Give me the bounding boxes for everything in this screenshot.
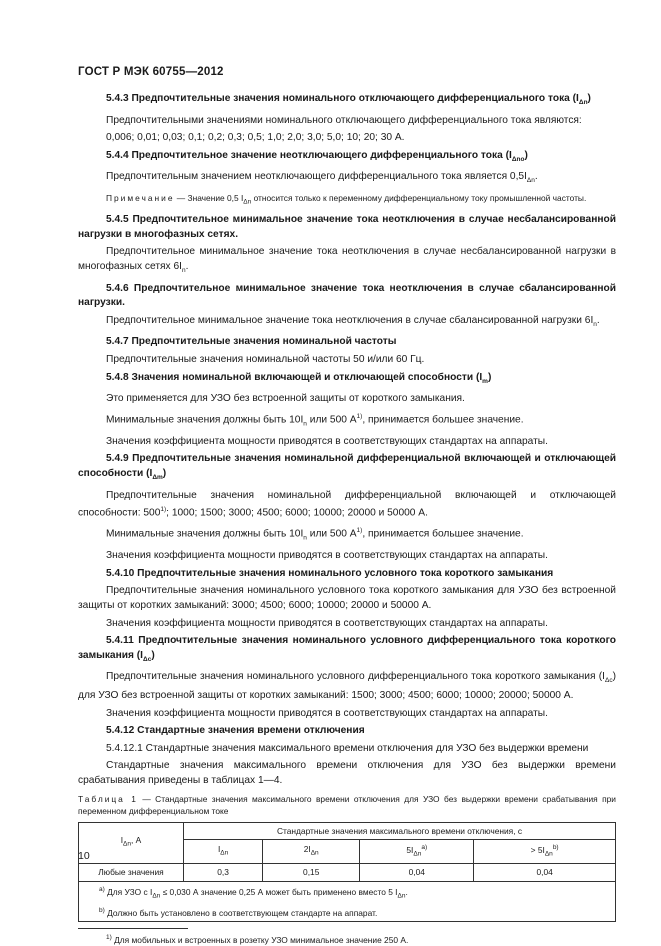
section-5-4-11-text-2: Значения коэффициента мощности приводятся в соответствующих стандартах на аппараты. bbox=[106, 707, 548, 719]
section-5-4-4-heading: 5.4.4 Предпочтительное значение неотключающего дифференциального тока $(I_{\Delta no})$ bbox=[106, 149, 528, 163]
document-header: ГОСТ Р МЭК 60755—2012 bbox=[78, 66, 224, 78]
table-cell: 0,15 bbox=[263, 864, 360, 882]
section-5-4-11-heading: 5.4.11 Предпочтительные значения номинального условного дифференциального тока короткого замыкания $(I_{\Delta c})$ bbox=[78, 635, 616, 663]
table-col-header: $5I_{\Delta n}^{a)}$ bbox=[360, 840, 474, 864]
section-5-4-9-heading: 5.4.9 Предпочтительные значения номинальной дифференциальной включающей и отключающей способности $(I_{\Delta m})$ bbox=[78, 453, 616, 482]
section-5-4-3-heading: 5.4.3 Предпочтительные значения номинального отключающего дифференциального тока $(I_{\Delta n})$ bbox=[106, 93, 591, 107]
section-5-4-8-text-3: Значения коэффициента мощности приводятся в соответствующих стандартах на аппараты. bbox=[106, 435, 548, 447]
table-note-b: $^{b)}$ Должно быть установлено в соответствующем стандарте на аппарат. bbox=[99, 906, 378, 918]
section-5-4-8-heading: 5.4.8 Значения номинальной включающей и отключающей способности $(I_m)$ bbox=[106, 371, 492, 385]
table-row bbox=[79, 864, 616, 882]
section-5-4-12-heading: 5.4.12 Стандартные значения времени отключения bbox=[106, 725, 365, 737]
section-5-4-9-text-2: Минимальные значения должны быть $10I_n$ или 500 $А^{1)}$, принимается большее значение. bbox=[106, 527, 524, 542]
table-notes bbox=[79, 881, 616, 921]
table-col-header: $2I_{\Delta n}$ bbox=[263, 840, 360, 864]
section-5-4-7-heading: 5.4.7 Предпочтительные значения номинальной частоты bbox=[106, 336, 397, 348]
table-group-header: Стандартные значения максимального времени отключения, с bbox=[184, 822, 616, 840]
section-5-4-10-text-1: Предпочтительные значения номинального условного тока короткого замыкания для УЗО без встроенной защиты от коротких замыканий: 3000; 4500; 6000; 10000; 20000 и 50000 А. bbox=[78, 585, 616, 612]
page-content bbox=[78, 92, 616, 946]
table-1 bbox=[78, 822, 616, 923]
section-5-4-6-text: Предпочтительное минимальное значение тока неотключения в случае сбалансированной нагрузки $6I_n$. bbox=[106, 314, 600, 328]
table-col-header: $I_{\Delta n}$ bbox=[184, 840, 263, 864]
table-note-a: $^{a)}$ Для УЗО с $I_{\Delta n} \le 0,030$ А значение 0,25 А может быть применено вместо 5 $I_{\Delta n}$. bbox=[99, 885, 408, 900]
section-5-4-12-text: Стандартные значения максимального времени отключения для УЗО без выдержки времени срабатывания приведены в таблицах 1—4. bbox=[78, 760, 616, 787]
table-col-header: > $5I_{\Delta n}^{b)}$ bbox=[474, 840, 616, 864]
page-number: 10 bbox=[78, 850, 90, 862]
table-header-rated-current: $I_{\Delta n}$, А bbox=[79, 822, 184, 864]
table-row-label: Любые значения bbox=[79, 864, 184, 882]
section-5-4-6-heading: 5.4.6 Предпочтительное минимальное значение тока неотключения в случае сбалансированной нагрузки. bbox=[78, 282, 616, 309]
footnote-divider bbox=[78, 928, 188, 929]
section-5-4-8-text-1: Это применяется для УЗО без встроенной защиты от короткого замыкания. bbox=[106, 393, 465, 405]
section-5-4-3-values: 0,006; 0,01; 0,03; 0,1; 0,2; 0,3; 0,5; 1,0; 2,0; 3,0; 5,0; 10; 20; 30 А. bbox=[106, 132, 405, 144]
section-5-4-9-text-1: Предпочтительные значения номинальной дифференциальной включающей и отключающей способности: 500$^{1)}$; 1000; 1500; 3000; 4500; 6000; 10000; 20000 и 50000 А. bbox=[78, 489, 616, 519]
section-5-4-5-heading: 5.4.5 Предпочтительное минимальное значение тока неотключения в случае несбалансированной нагрузки в многофазных сетях. bbox=[78, 214, 616, 240]
section-5-4-8-text-2: Минимальные значения должны быть $10I_n$ или 500 $А^{1)}$, принимается большее значение. bbox=[106, 412, 524, 428]
table-cell: 0,04 bbox=[474, 864, 616, 882]
section-5-4-9-text-3: Значения коэффициента мощности приводятся в соответствующих стандартах на аппараты. bbox=[106, 550, 548, 562]
section-5-4-10-text-2: Значения коэффициента мощности приводятся в соответствующих стандартах на аппараты. bbox=[106, 617, 548, 629]
section-5-4-3-text: Предпочтительными значениями номинального отключающего дифференциального тока являются: bbox=[106, 114, 582, 126]
section-5-4-4-text: Предпочтительным значением неотключающего дифференциального тока является $0,5I_{\Delta n}$. bbox=[106, 171, 538, 185]
table-cell: 0,04 bbox=[360, 864, 474, 882]
section-5-4-12-1-heading: 5.4.12.1 Стандартные значения максимального времени отключения для УЗО без выдержки времени bbox=[106, 742, 589, 754]
section-5-4-5-text: Предпочтительное минимальное значение тока неотключения в случае несбалансированной нагрузки в многофазных сетях $6I_n$. bbox=[78, 246, 616, 275]
section-5-4-4-note: Примечание — Значение 0,5 $I_{\Delta n}$ относится только к переменному дифференциальному току промышленной частоты. bbox=[106, 193, 587, 206]
footnote: $^{1)}$ Для мобильных и встроенных в розетку УЗО минимальное значение 250 А. bbox=[106, 934, 409, 946]
section-5-4-11-text-1: Предпочтительные значения номинального условного дифференциального тока короткого замыкания $(I_{\Delta c})$ для УЗО без встроенной защиты от коротких замыканий: 1500; 3000; 4500; 6000; 10000; 20000; 50000 А. bbox=[78, 671, 616, 702]
table-cell: 0,3 bbox=[184, 864, 263, 882]
table-1-caption: Таблица 1 — Стандартные значения максимального времени отключения для УЗО без выдержки времени срабатывания при переменном дифференциальном токе bbox=[78, 793, 616, 817]
section-5-4-7-text: Предпочтительные значения номинальной частоты 50 и/или 60 Гц. bbox=[106, 354, 425, 366]
section-5-4-10-heading: 5.4.10 Предпочтительные значения номинального условного тока короткого замыкания bbox=[106, 567, 554, 579]
